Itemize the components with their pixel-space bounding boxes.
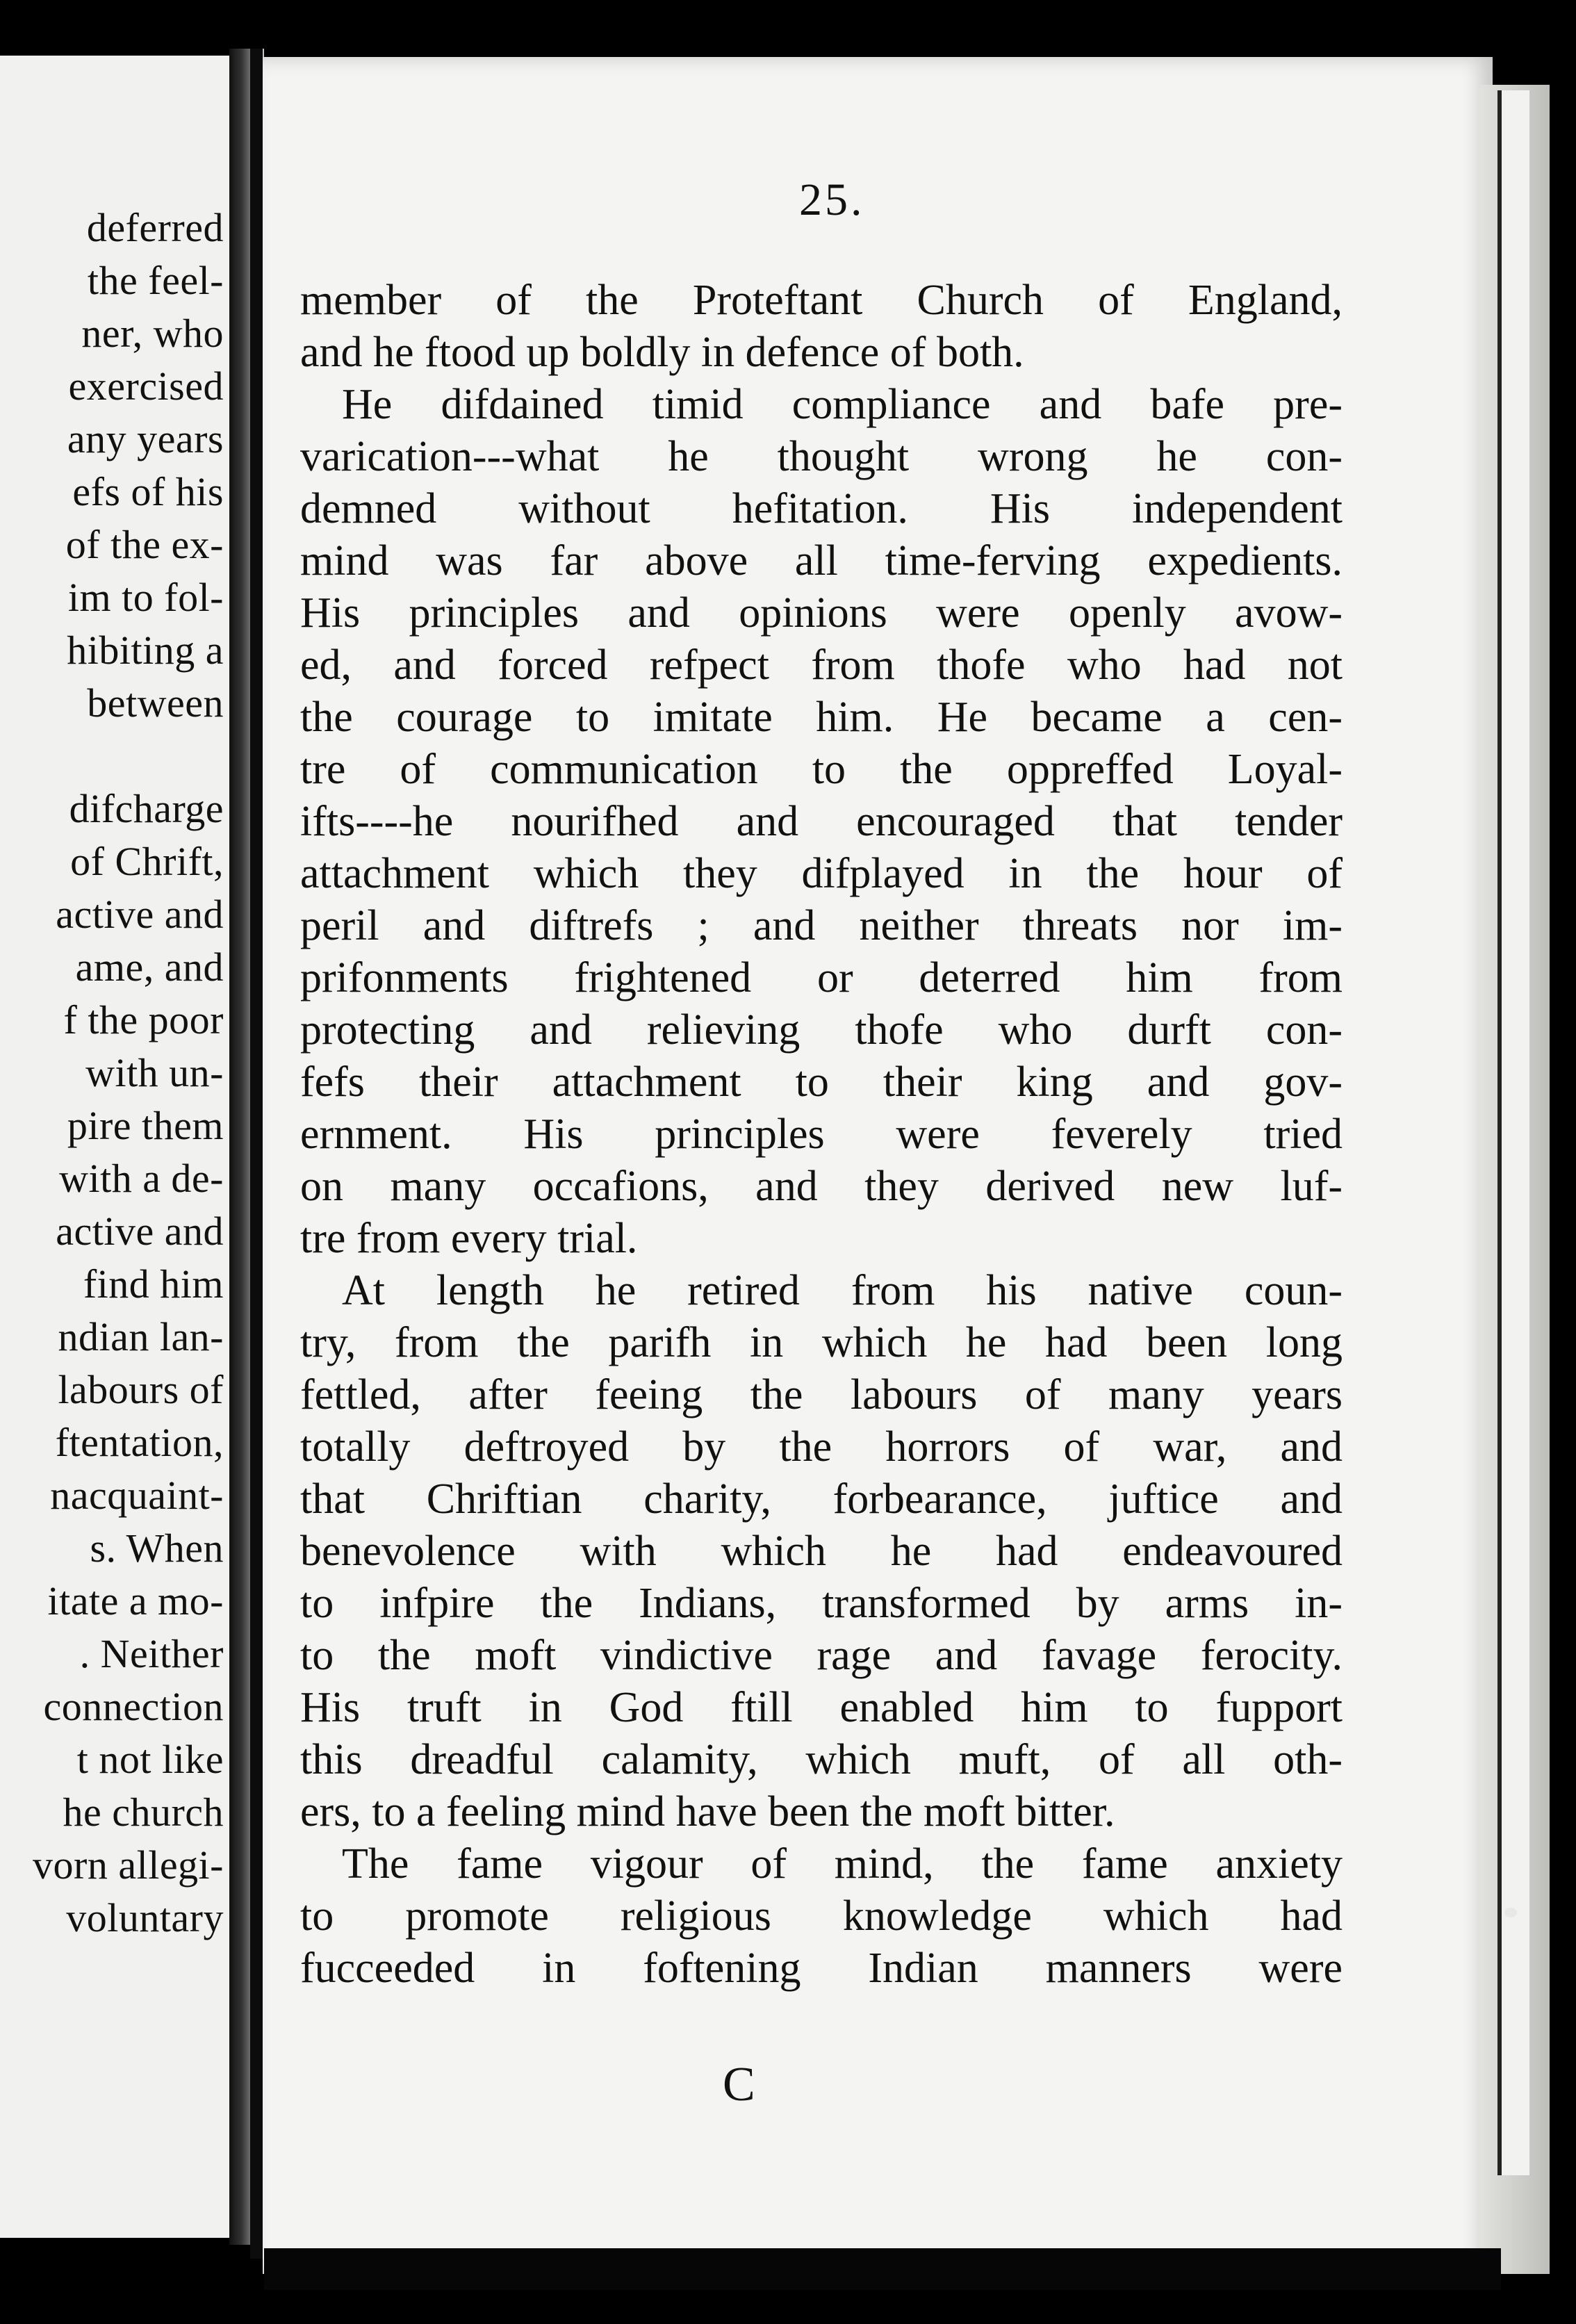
text-line: The fame vigour of mind, the fame anxiety	[342, 1840, 1343, 1888]
text-line: to promote religious knowledge which had	[300, 1892, 1343, 1940]
text-line: His truft in God ftill enabled him to fupport	[300, 1684, 1343, 1731]
text-line: prifonments frightened or deterred him from	[300, 954, 1343, 1001]
left-page-line: of Chrift,	[70, 839, 224, 884]
left-page-line: any years	[67, 416, 224, 461]
left-page-line: of the ex-	[65, 522, 224, 567]
paper-speck	[1504, 1908, 1517, 1917]
left-page-line: ame, and	[75, 944, 224, 990]
text-line: ernment. His principles were feverely tried	[300, 1111, 1343, 1158]
text-line: this dreadful calamity, which muft, of all oth-	[300, 1736, 1343, 1783]
left-page-line: with a de-	[59, 1156, 224, 1201]
text-line: to the moft vindictive rage and favage ferocity.	[300, 1632, 1343, 1679]
text-line: member of the Proteftant Church of England,	[300, 277, 1343, 324]
left-page-line: with un-	[85, 1050, 224, 1095]
left-page-line: hibiting a	[67, 628, 224, 673]
text-line: ers, to a feeling mind have been the moft bitter.	[300, 1788, 1115, 1835]
text-line: attachment which they difplayed in the hour of	[300, 850, 1343, 897]
left-page-line: the feel-	[87, 258, 224, 303]
left-page-line: nacquaint-	[50, 1473, 224, 1518]
text-line: the courage to imitate him. He became a cen-	[300, 694, 1343, 741]
page-number: 25.	[799, 174, 865, 225]
text-line: His principles and opinions were openly avow-	[300, 589, 1343, 637]
text-line: and he ftood up boldly in defence of both.	[300, 329, 1024, 376]
text-line: try, from the parifh in which he had been long	[300, 1319, 1343, 1366]
text-line: totally deftroyed by the horrors of war, and	[300, 1423, 1343, 1471]
text-line: At length he retired from his native coun-	[342, 1267, 1343, 1314]
left-page-line: . Neither	[79, 1631, 224, 1676]
text-line: tre of communication to the oppreffed Loyal-	[300, 746, 1343, 793]
left-page-line: he church	[63, 1790, 224, 1835]
left-page-line: ndian lan-	[58, 1314, 224, 1359]
left-page-line: active and	[56, 892, 224, 937]
text-line: on many occafions, and they derived new luf-	[300, 1163, 1343, 1210]
text-line: ed, and forced refpect from thofe who had not	[300, 641, 1343, 689]
text-line: that Chriftian charity, forbearance, juftice and	[300, 1475, 1343, 1523]
text-line: demned without hefitation. His independent	[300, 485, 1343, 532]
bottom-edge	[264, 2248, 1501, 2290]
left-page-line: ner, who	[81, 311, 224, 356]
printer-signature-mark: C	[723, 2058, 755, 2111]
left-page-line: difcharge	[69, 786, 224, 831]
left-page-line: im to fol-	[67, 575, 224, 620]
left-page-line: labours of	[58, 1367, 224, 1412]
text-line: He difdained timid compliance and bafe pre-	[342, 381, 1343, 428]
text-line: ifts----he nourifhed and encouraged that tender	[300, 798, 1343, 845]
previous-page	[0, 56, 229, 2238]
text-line: fefs their attachment to their king and gov-	[300, 1058, 1343, 1106]
text-line: peril and diftrefs ; and neither threats nor im-	[300, 902, 1343, 949]
left-page-line: deferred	[86, 205, 224, 250]
text-line: mind was far above all time-ferving expedients.	[300, 537, 1343, 584]
left-page-line: between	[87, 680, 224, 726]
left-page-line: active and	[56, 1209, 224, 1254]
text-line: to infpire the Indians, transformed by arms in-	[300, 1580, 1343, 1627]
text-line: fettled, after feeing the labours of many years	[300, 1371, 1343, 1418]
left-page-line: pire them	[67, 1103, 224, 1148]
left-page-line: t not like	[76, 1737, 224, 1782]
text-line: protecting and relieving thofe who durft con-	[300, 1006, 1343, 1054]
left-page-line: ftentation,	[55, 1420, 224, 1465]
left-page-line: connection	[43, 1684, 224, 1729]
left-page-line: exercised	[68, 363, 224, 409]
left-page-line: f the poor	[63, 997, 224, 1042]
binding-edge	[250, 49, 263, 2259]
text-line: fucceeded in foftening Indian manners were	[300, 1945, 1343, 1992]
left-page-line: efs of his	[72, 469, 224, 514]
body-text	[300, 275, 1343, 1995]
left-page-line: voluntary	[66, 1895, 224, 1940]
text-line: tre from every trial.	[300, 1215, 638, 1262]
left-page-line: s. When	[90, 1525, 224, 1571]
text-line: varication---what he thought wrong he con-	[300, 433, 1343, 480]
next-page-edge	[1497, 90, 1529, 2175]
left-page-line: vorn allegi-	[33, 1842, 224, 1888]
left-page-line: itate a mo-	[47, 1578, 224, 1623]
left-page-line: find him	[83, 1261, 224, 1307]
text-line: benevolence with which he had endeavoured	[300, 1528, 1343, 1575]
